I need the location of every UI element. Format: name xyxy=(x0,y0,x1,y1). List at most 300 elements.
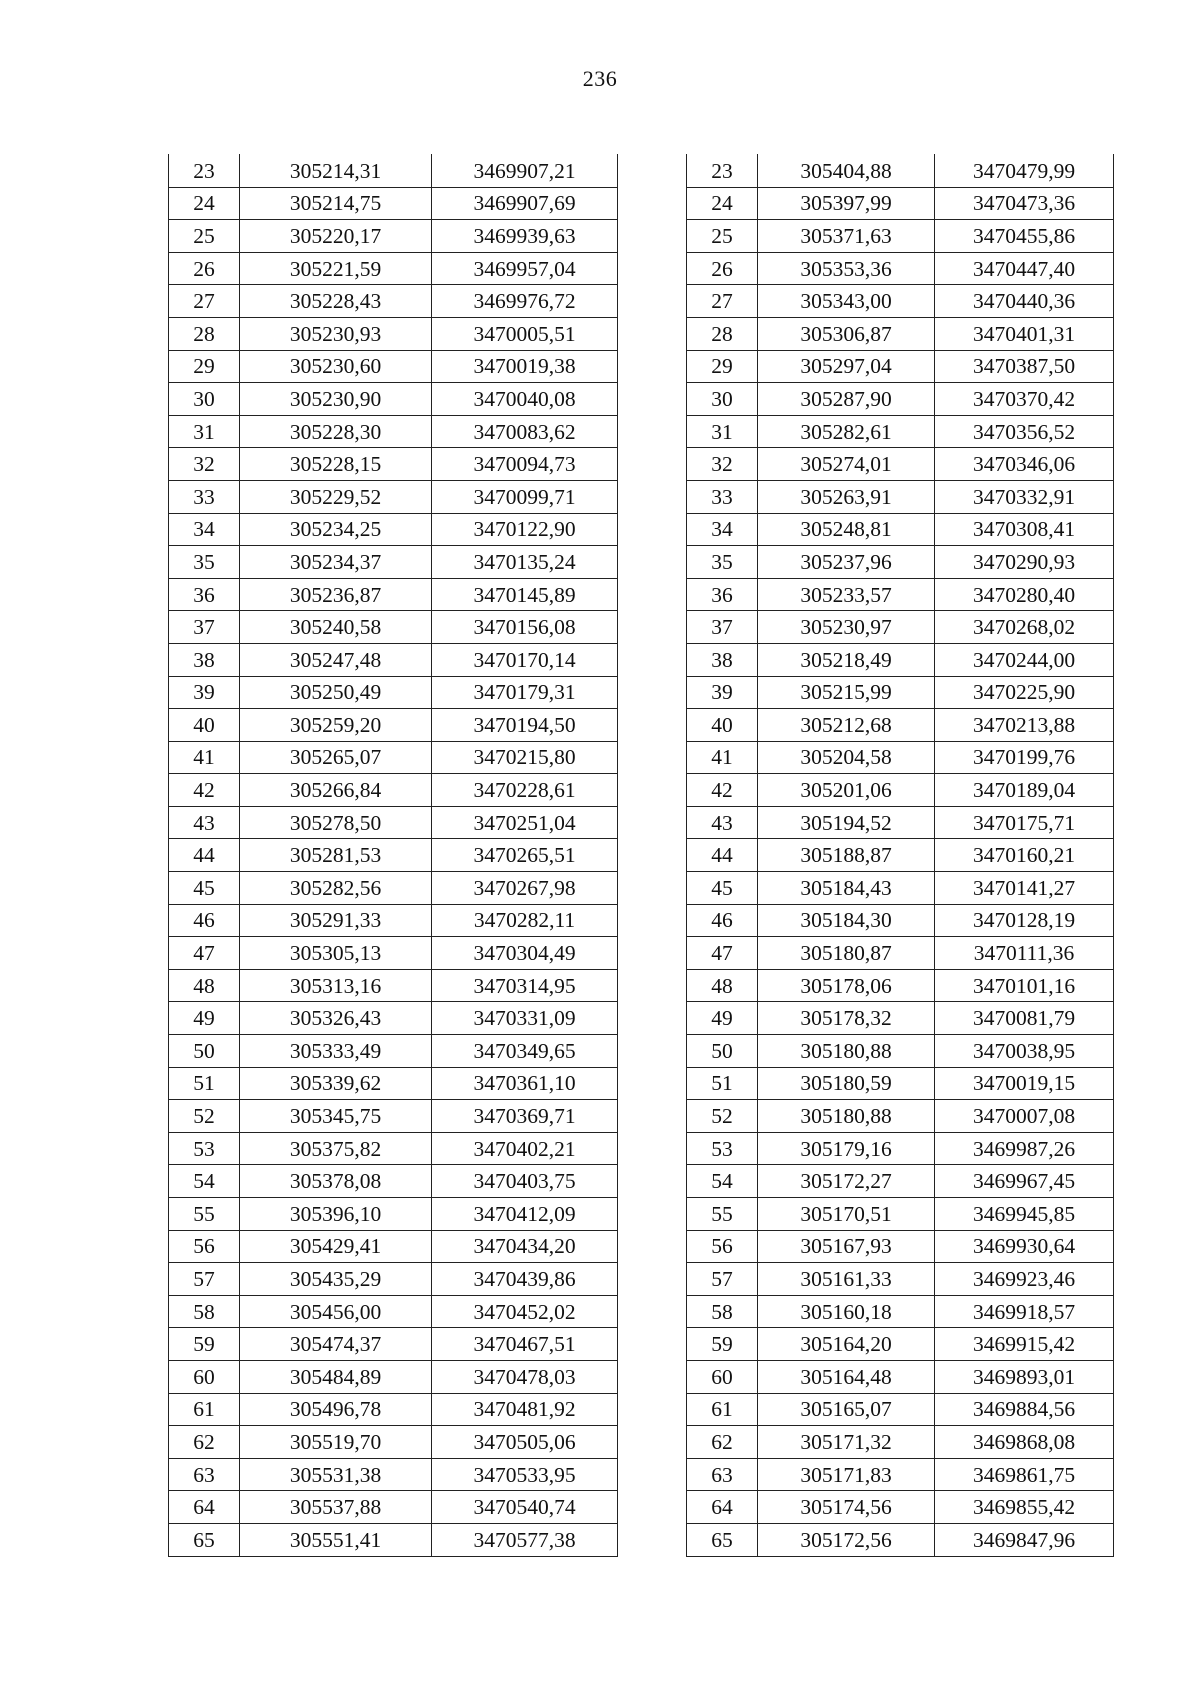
x-coordinate-cell: 305178,06 xyxy=(758,969,935,1002)
y-coordinate-cell: 3470244,00 xyxy=(935,643,1114,676)
x-coordinate-cell: 305184,43 xyxy=(758,872,935,905)
y-coordinate-cell: 3470402,21 xyxy=(432,1132,618,1165)
table-row xyxy=(169,415,618,448)
x-coordinate-cell: 305215,99 xyxy=(758,676,935,709)
table-row xyxy=(169,1198,618,1231)
x-coordinate-cell: 305170,51 xyxy=(758,1198,935,1231)
y-coordinate-cell: 3470194,50 xyxy=(432,709,618,742)
x-coordinate-cell: 305214,75 xyxy=(240,187,432,220)
point-number-cell: 29 xyxy=(169,350,240,383)
y-coordinate-cell: 3470361,10 xyxy=(432,1067,618,1100)
table-row xyxy=(687,1198,1114,1231)
point-number-cell: 30 xyxy=(687,383,758,416)
table-row xyxy=(687,1002,1114,1035)
y-coordinate-cell: 3470455,86 xyxy=(935,220,1114,253)
point-number-cell: 32 xyxy=(687,448,758,481)
table-row xyxy=(687,1230,1114,1263)
y-coordinate-cell: 3470478,03 xyxy=(432,1360,618,1393)
point-number-cell: 48 xyxy=(169,969,240,1002)
y-coordinate-cell: 3470439,86 xyxy=(432,1263,618,1296)
point-number-cell: 57 xyxy=(687,1263,758,1296)
table-row xyxy=(687,741,1114,774)
point-number-cell: 24 xyxy=(169,187,240,220)
y-coordinate-cell: 3469930,64 xyxy=(935,1230,1114,1263)
table-row xyxy=(169,611,618,644)
y-coordinate-cell: 3470540,74 xyxy=(432,1491,618,1524)
point-number-cell: 39 xyxy=(169,676,240,709)
table-row xyxy=(687,480,1114,513)
point-number-cell: 50 xyxy=(687,1035,758,1068)
y-coordinate-cell: 3470452,02 xyxy=(432,1295,618,1328)
point-number-cell: 41 xyxy=(169,741,240,774)
point-number-cell: 65 xyxy=(687,1523,758,1556)
y-coordinate-cell: 3469967,45 xyxy=(935,1165,1114,1198)
x-coordinate-cell: 305180,88 xyxy=(758,1035,935,1068)
point-number-cell: 47 xyxy=(169,937,240,970)
table-row xyxy=(687,872,1114,905)
x-coordinate-cell: 305305,13 xyxy=(240,937,432,970)
table-row xyxy=(687,611,1114,644)
table-row xyxy=(169,1002,618,1035)
table-row xyxy=(169,448,618,481)
point-number-cell: 38 xyxy=(169,643,240,676)
point-number-cell: 60 xyxy=(169,1360,240,1393)
y-coordinate-cell: 3469987,26 xyxy=(935,1132,1114,1165)
x-coordinate-cell: 305496,78 xyxy=(240,1393,432,1426)
table-row xyxy=(687,676,1114,709)
point-number-cell: 26 xyxy=(687,252,758,285)
point-number-cell: 41 xyxy=(687,741,758,774)
x-coordinate-cell: 305180,59 xyxy=(758,1067,935,1100)
y-coordinate-cell: 3470268,02 xyxy=(935,611,1114,644)
table-row xyxy=(169,1426,618,1459)
table-row xyxy=(687,220,1114,253)
y-coordinate-cell: 3470213,88 xyxy=(935,709,1114,742)
x-coordinate-cell: 305306,87 xyxy=(758,317,935,350)
table-row xyxy=(169,1328,618,1361)
x-coordinate-cell: 305188,87 xyxy=(758,839,935,872)
point-number-cell: 37 xyxy=(169,611,240,644)
point-number-cell: 33 xyxy=(169,480,240,513)
point-number-cell: 36 xyxy=(169,578,240,611)
table-row xyxy=(687,546,1114,579)
y-coordinate-cell: 3470228,61 xyxy=(432,774,618,807)
table-row xyxy=(687,1035,1114,1068)
table-row xyxy=(687,1360,1114,1393)
table-row xyxy=(687,937,1114,970)
point-number-cell: 51 xyxy=(687,1067,758,1100)
table-row xyxy=(687,155,1114,188)
y-coordinate-cell: 3470401,31 xyxy=(935,317,1114,350)
y-coordinate-cell: 3469915,42 xyxy=(935,1328,1114,1361)
table-row xyxy=(687,643,1114,676)
y-coordinate-cell: 3470019,15 xyxy=(935,1067,1114,1100)
table-row xyxy=(169,383,618,416)
x-coordinate-cell: 305551,41 xyxy=(240,1523,432,1556)
y-coordinate-cell: 3470141,27 xyxy=(935,872,1114,905)
point-number-cell: 60 xyxy=(687,1360,758,1393)
point-number-cell: 56 xyxy=(687,1230,758,1263)
x-coordinate-cell: 305230,60 xyxy=(240,350,432,383)
x-coordinate-cell: 305228,15 xyxy=(240,448,432,481)
y-coordinate-cell: 3470346,06 xyxy=(935,448,1114,481)
y-coordinate-cell: 3469939,63 xyxy=(432,220,618,253)
table-row xyxy=(169,317,618,350)
point-number-cell: 49 xyxy=(687,1002,758,1035)
y-coordinate-cell: 3470094,73 xyxy=(432,448,618,481)
x-coordinate-cell: 305266,84 xyxy=(240,774,432,807)
y-coordinate-cell: 3470505,06 xyxy=(432,1426,618,1459)
x-coordinate-cell: 305435,29 xyxy=(240,1263,432,1296)
x-coordinate-cell: 305371,63 xyxy=(758,220,935,253)
table-row xyxy=(169,774,618,807)
table-row xyxy=(169,252,618,285)
point-number-cell: 61 xyxy=(687,1393,758,1426)
y-coordinate-cell: 3470267,98 xyxy=(432,872,618,905)
x-coordinate-cell: 305233,57 xyxy=(758,578,935,611)
table-row xyxy=(169,350,618,383)
table-row xyxy=(169,1458,618,1491)
point-number-cell: 54 xyxy=(169,1165,240,1198)
table-row xyxy=(169,1035,618,1068)
point-number-cell: 57 xyxy=(169,1263,240,1296)
y-coordinate-cell: 3469855,42 xyxy=(935,1491,1114,1524)
point-number-cell: 25 xyxy=(687,220,758,253)
y-coordinate-cell: 3470467,51 xyxy=(432,1328,618,1361)
point-number-cell: 63 xyxy=(687,1458,758,1491)
coordinates-table-left xyxy=(168,154,618,1557)
table-row xyxy=(169,1132,618,1165)
point-number-cell: 44 xyxy=(687,839,758,872)
y-coordinate-cell: 3469868,08 xyxy=(935,1426,1114,1459)
x-coordinate-cell: 305234,25 xyxy=(240,513,432,546)
x-coordinate-cell: 305265,07 xyxy=(240,741,432,774)
x-coordinate-cell: 305248,81 xyxy=(758,513,935,546)
coordinates-table-right xyxy=(686,154,1114,1557)
point-number-cell: 45 xyxy=(687,872,758,905)
table-row xyxy=(169,155,618,188)
y-coordinate-cell: 3470356,52 xyxy=(935,415,1114,448)
x-coordinate-cell: 305404,88 xyxy=(758,155,935,188)
point-number-cell: 38 xyxy=(687,643,758,676)
x-coordinate-cell: 305164,48 xyxy=(758,1360,935,1393)
point-number-cell: 28 xyxy=(687,317,758,350)
point-number-cell: 45 xyxy=(169,872,240,905)
y-coordinate-cell: 3470215,80 xyxy=(432,741,618,774)
point-number-cell: 35 xyxy=(169,546,240,579)
point-number-cell: 49 xyxy=(169,1002,240,1035)
x-coordinate-cell: 305230,93 xyxy=(240,317,432,350)
y-coordinate-cell: 3470160,21 xyxy=(935,839,1114,872)
table-row xyxy=(687,709,1114,742)
y-coordinate-cell: 3470434,20 xyxy=(432,1230,618,1263)
x-coordinate-cell: 305179,16 xyxy=(758,1132,935,1165)
point-number-cell: 65 xyxy=(169,1523,240,1556)
point-number-cell: 64 xyxy=(169,1491,240,1524)
x-coordinate-cell: 305164,20 xyxy=(758,1328,935,1361)
x-coordinate-cell: 305282,61 xyxy=(758,415,935,448)
x-coordinate-cell: 305250,49 xyxy=(240,676,432,709)
y-coordinate-cell: 3470170,14 xyxy=(432,643,618,676)
y-coordinate-cell: 3470189,04 xyxy=(935,774,1114,807)
table-row xyxy=(687,187,1114,220)
y-coordinate-cell: 3469945,85 xyxy=(935,1198,1114,1231)
x-coordinate-cell: 305180,87 xyxy=(758,937,935,970)
table-row xyxy=(169,1165,618,1198)
point-number-cell: 55 xyxy=(687,1198,758,1231)
point-number-cell: 43 xyxy=(169,806,240,839)
table-row xyxy=(169,904,618,937)
point-number-cell: 43 xyxy=(687,806,758,839)
point-number-cell: 39 xyxy=(687,676,758,709)
x-coordinate-cell: 305333,49 xyxy=(240,1035,432,1068)
table-row xyxy=(687,285,1114,318)
y-coordinate-cell: 3470473,36 xyxy=(935,187,1114,220)
y-coordinate-cell: 3469893,01 xyxy=(935,1360,1114,1393)
x-coordinate-cell: 305297,04 xyxy=(758,350,935,383)
point-number-cell: 32 xyxy=(169,448,240,481)
y-coordinate-cell: 3470135,24 xyxy=(432,546,618,579)
point-number-cell: 50 xyxy=(169,1035,240,1068)
x-coordinate-cell: 305174,56 xyxy=(758,1491,935,1524)
point-number-cell: 23 xyxy=(687,155,758,188)
y-coordinate-cell: 3470128,19 xyxy=(935,904,1114,937)
point-number-cell: 34 xyxy=(169,513,240,546)
table-row xyxy=(169,285,618,318)
point-number-cell: 59 xyxy=(169,1328,240,1361)
table-row xyxy=(687,252,1114,285)
x-coordinate-cell: 305160,18 xyxy=(758,1295,935,1328)
table-row xyxy=(169,806,618,839)
point-number-cell: 36 xyxy=(687,578,758,611)
y-coordinate-cell: 3470040,08 xyxy=(432,383,618,416)
point-number-cell: 27 xyxy=(169,285,240,318)
table-row xyxy=(687,774,1114,807)
y-coordinate-cell: 3470179,31 xyxy=(432,676,618,709)
point-number-cell: 31 xyxy=(169,415,240,448)
point-number-cell: 64 xyxy=(687,1491,758,1524)
point-number-cell: 52 xyxy=(687,1100,758,1133)
point-number-cell: 31 xyxy=(687,415,758,448)
point-number-cell: 40 xyxy=(169,709,240,742)
point-number-cell: 35 xyxy=(687,546,758,579)
point-number-cell: 23 xyxy=(169,155,240,188)
x-coordinate-cell: 305180,88 xyxy=(758,1100,935,1133)
x-coordinate-cell: 305204,58 xyxy=(758,741,935,774)
x-coordinate-cell: 305396,10 xyxy=(240,1198,432,1231)
table-row xyxy=(169,709,618,742)
table-row xyxy=(169,643,618,676)
table-row xyxy=(687,1523,1114,1556)
point-number-cell: 55 xyxy=(169,1198,240,1231)
x-coordinate-cell: 305345,75 xyxy=(240,1100,432,1133)
table-row xyxy=(169,969,618,1002)
y-coordinate-cell: 3470038,95 xyxy=(935,1035,1114,1068)
point-number-cell: 24 xyxy=(687,187,758,220)
point-number-cell: 53 xyxy=(687,1132,758,1165)
table-row xyxy=(687,1295,1114,1328)
table-row xyxy=(169,1295,618,1328)
table-row xyxy=(687,839,1114,872)
point-number-cell: 51 xyxy=(169,1067,240,1100)
x-coordinate-cell: 305201,06 xyxy=(758,774,935,807)
table-row xyxy=(687,513,1114,546)
x-coordinate-cell: 305165,07 xyxy=(758,1393,935,1426)
table-row xyxy=(169,1393,618,1426)
x-coordinate-cell: 305378,08 xyxy=(240,1165,432,1198)
y-coordinate-cell: 3470101,16 xyxy=(935,969,1114,1002)
x-coordinate-cell: 305519,70 xyxy=(240,1426,432,1459)
x-coordinate-cell: 305263,91 xyxy=(758,480,935,513)
x-coordinate-cell: 305353,36 xyxy=(758,252,935,285)
x-coordinate-cell: 305287,90 xyxy=(758,383,935,416)
y-coordinate-cell: 3470481,92 xyxy=(432,1393,618,1426)
point-number-cell: 58 xyxy=(687,1295,758,1328)
y-coordinate-cell: 3470533,95 xyxy=(432,1458,618,1491)
point-number-cell: 25 xyxy=(169,220,240,253)
table-row xyxy=(169,1067,618,1100)
table-row xyxy=(169,937,618,970)
point-number-cell: 37 xyxy=(687,611,758,644)
y-coordinate-cell: 3470007,08 xyxy=(935,1100,1114,1133)
y-coordinate-cell: 3470290,93 xyxy=(935,546,1114,579)
table-row xyxy=(687,317,1114,350)
table-row xyxy=(169,1230,618,1263)
point-number-cell: 46 xyxy=(169,904,240,937)
x-coordinate-cell: 305537,88 xyxy=(240,1491,432,1524)
table-row xyxy=(687,415,1114,448)
y-coordinate-cell: 3470199,76 xyxy=(935,741,1114,774)
y-coordinate-cell: 3470577,38 xyxy=(432,1523,618,1556)
point-number-cell: 34 xyxy=(687,513,758,546)
y-coordinate-cell: 3469907,21 xyxy=(432,155,618,188)
y-coordinate-cell: 3470304,49 xyxy=(432,937,618,970)
table-row xyxy=(169,839,618,872)
x-coordinate-cell: 305178,32 xyxy=(758,1002,935,1035)
x-coordinate-cell: 305167,93 xyxy=(758,1230,935,1263)
point-number-cell: 33 xyxy=(687,480,758,513)
table-row xyxy=(687,1491,1114,1524)
y-coordinate-cell: 3469918,57 xyxy=(935,1295,1114,1328)
x-coordinate-cell: 305291,33 xyxy=(240,904,432,937)
x-coordinate-cell: 305171,83 xyxy=(758,1458,935,1491)
table-row xyxy=(687,1328,1114,1361)
x-coordinate-cell: 305221,59 xyxy=(240,252,432,285)
point-number-cell: 62 xyxy=(169,1426,240,1459)
y-coordinate-cell: 3469907,69 xyxy=(432,187,618,220)
y-coordinate-cell: 3469976,72 xyxy=(432,285,618,318)
table-row xyxy=(169,578,618,611)
point-number-cell: 54 xyxy=(687,1165,758,1198)
x-coordinate-cell: 305247,48 xyxy=(240,643,432,676)
y-coordinate-cell: 3470122,90 xyxy=(432,513,618,546)
y-coordinate-cell: 3469884,56 xyxy=(935,1393,1114,1426)
point-number-cell: 29 xyxy=(687,350,758,383)
point-number-cell: 46 xyxy=(687,904,758,937)
y-coordinate-cell: 3469847,96 xyxy=(935,1523,1114,1556)
x-coordinate-cell: 305282,56 xyxy=(240,872,432,905)
x-coordinate-cell: 305313,16 xyxy=(240,969,432,1002)
x-coordinate-cell: 305230,90 xyxy=(240,383,432,416)
x-coordinate-cell: 305240,58 xyxy=(240,611,432,644)
point-number-cell: 40 xyxy=(687,709,758,742)
x-coordinate-cell: 305343,00 xyxy=(758,285,935,318)
point-number-cell: 52 xyxy=(169,1100,240,1133)
point-number-cell: 61 xyxy=(169,1393,240,1426)
table-row xyxy=(169,1100,618,1133)
table-row xyxy=(169,1360,618,1393)
table-row xyxy=(687,1165,1114,1198)
x-coordinate-cell: 305326,43 xyxy=(240,1002,432,1035)
x-coordinate-cell: 305259,20 xyxy=(240,709,432,742)
point-number-cell: 62 xyxy=(687,1426,758,1459)
table-row xyxy=(687,350,1114,383)
y-coordinate-cell: 3470083,62 xyxy=(432,415,618,448)
table-row xyxy=(169,872,618,905)
y-coordinate-cell: 3469861,75 xyxy=(935,1458,1114,1491)
table-row xyxy=(169,187,618,220)
table-row xyxy=(687,1393,1114,1426)
table-row xyxy=(169,546,618,579)
y-coordinate-cell: 3470225,90 xyxy=(935,676,1114,709)
table-row xyxy=(687,969,1114,1002)
table-row xyxy=(687,448,1114,481)
table-row xyxy=(687,1100,1114,1133)
y-coordinate-cell: 3470369,71 xyxy=(432,1100,618,1133)
y-coordinate-cell: 3470280,40 xyxy=(935,578,1114,611)
point-number-cell: 63 xyxy=(169,1458,240,1491)
y-coordinate-cell: 3470308,41 xyxy=(935,513,1114,546)
x-coordinate-cell: 305236,87 xyxy=(240,578,432,611)
x-coordinate-cell: 305184,30 xyxy=(758,904,935,937)
y-coordinate-cell: 3470081,79 xyxy=(935,1002,1114,1035)
x-coordinate-cell: 305230,97 xyxy=(758,611,935,644)
y-coordinate-cell: 3470403,75 xyxy=(432,1165,618,1198)
point-number-cell: 58 xyxy=(169,1295,240,1328)
x-coordinate-cell: 305229,52 xyxy=(240,480,432,513)
y-coordinate-cell: 3470156,08 xyxy=(432,611,618,644)
point-number-cell: 47 xyxy=(687,937,758,970)
y-coordinate-cell: 3470005,51 xyxy=(432,317,618,350)
table-row xyxy=(687,1067,1114,1100)
table-row xyxy=(169,1523,618,1556)
table-row xyxy=(169,513,618,546)
point-number-cell: 53 xyxy=(169,1132,240,1165)
x-coordinate-cell: 305161,33 xyxy=(758,1263,935,1296)
point-number-cell: 56 xyxy=(169,1230,240,1263)
y-coordinate-cell: 3470387,50 xyxy=(935,350,1114,383)
x-coordinate-cell: 305218,49 xyxy=(758,643,935,676)
x-coordinate-cell: 305456,00 xyxy=(240,1295,432,1328)
point-number-cell: 59 xyxy=(687,1328,758,1361)
table-row xyxy=(169,741,618,774)
y-coordinate-cell: 3470145,89 xyxy=(432,578,618,611)
point-number-cell: 42 xyxy=(687,774,758,807)
y-coordinate-cell: 3470370,42 xyxy=(935,383,1114,416)
x-coordinate-cell: 305339,62 xyxy=(240,1067,432,1100)
x-coordinate-cell: 305281,53 xyxy=(240,839,432,872)
x-coordinate-cell: 305237,96 xyxy=(758,546,935,579)
y-coordinate-cell: 3470019,38 xyxy=(432,350,618,383)
x-coordinate-cell: 305194,52 xyxy=(758,806,935,839)
table-row xyxy=(169,1491,618,1524)
x-coordinate-cell: 305429,41 xyxy=(240,1230,432,1263)
y-coordinate-cell: 3470251,04 xyxy=(432,806,618,839)
y-coordinate-cell: 3470447,40 xyxy=(935,252,1114,285)
y-coordinate-cell: 3470111,36 xyxy=(935,937,1114,970)
y-coordinate-cell: 3470282,11 xyxy=(432,904,618,937)
table-row xyxy=(687,1458,1114,1491)
